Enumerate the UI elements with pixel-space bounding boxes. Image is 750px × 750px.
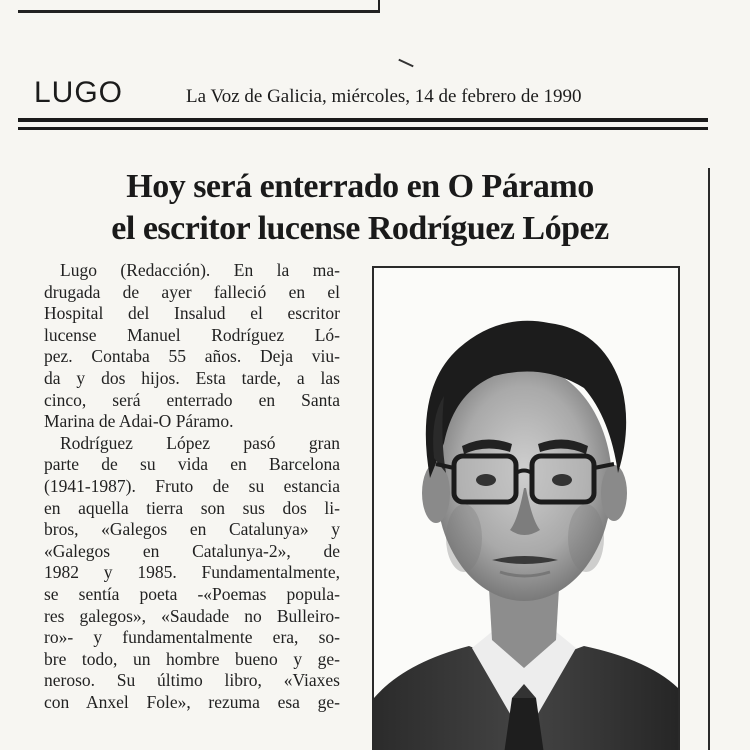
article-body xyxy=(44,260,340,713)
body-line: Rodríguez López pasó gran xyxy=(60,432,340,453)
page-header xyxy=(18,76,698,122)
paragraph-2 xyxy=(44,433,340,714)
portrait-photo xyxy=(372,266,680,750)
body-line: ro»- y fundamentalmente era, so- xyxy=(44,627,340,648)
body-line: res galegos», «Saudade no Bulleiro- xyxy=(44,605,340,626)
body-line: 1982 y 1985. Fundamentalmente, xyxy=(44,562,340,583)
header-rule-thick xyxy=(18,118,708,122)
body-line: en aquella tierra son sus dos li- xyxy=(44,497,340,518)
paragraph-1 xyxy=(44,260,340,433)
column-divider xyxy=(708,168,710,750)
body-line: Marina de Adai-O Páramo. xyxy=(44,411,234,432)
header-rule-thin xyxy=(18,127,708,130)
portrait-illustration xyxy=(374,268,678,750)
body-line: bre todo, un hombre bueno y ge- xyxy=(44,648,340,669)
body-line: Lugo (Redacción). En la ma- xyxy=(60,260,340,280)
body-line: lucense Manuel Rodríguez Ló- xyxy=(44,324,340,345)
body-line: con Anxel Fole», rezuma esa ge- xyxy=(44,691,340,712)
body-line: da y dos hijos. Esta tarde, a las xyxy=(44,367,340,388)
stray-ink-mark xyxy=(398,59,413,68)
headline-line-2: el escritor lucense Rodríguez López xyxy=(111,210,609,247)
body-line: parte de su vida en Barcelona xyxy=(44,454,340,475)
body-line: se sentía poeta -«Poemas popula- xyxy=(44,583,340,604)
top-border-fragment xyxy=(18,0,380,13)
body-line: neroso. Su último libro, «Viaxes xyxy=(44,670,340,691)
body-line: drugada de ayer falleció en el xyxy=(44,281,340,302)
masthead-dateline: La Voz de Galicia, miércoles, 14 de febrero de 1990 xyxy=(186,86,582,107)
body-line: cinco, será enterrado en Santa xyxy=(44,389,340,410)
article-headline xyxy=(40,166,680,250)
body-line: Hospital del Insalud el escritor xyxy=(44,303,340,324)
body-line: (1941-1987). Fruto de su estancia xyxy=(44,475,340,496)
body-line: «Galegos en Catalunya-2», de xyxy=(44,540,340,561)
body-line: pez. Contaba 55 años. Deja viu- xyxy=(44,346,340,367)
body-line: bros, «Galegos en Catalunya» y xyxy=(44,519,340,540)
section-name: LUGO xyxy=(34,76,124,109)
headline-line-1: Hoy será enterrado en O Páramo xyxy=(126,168,594,205)
